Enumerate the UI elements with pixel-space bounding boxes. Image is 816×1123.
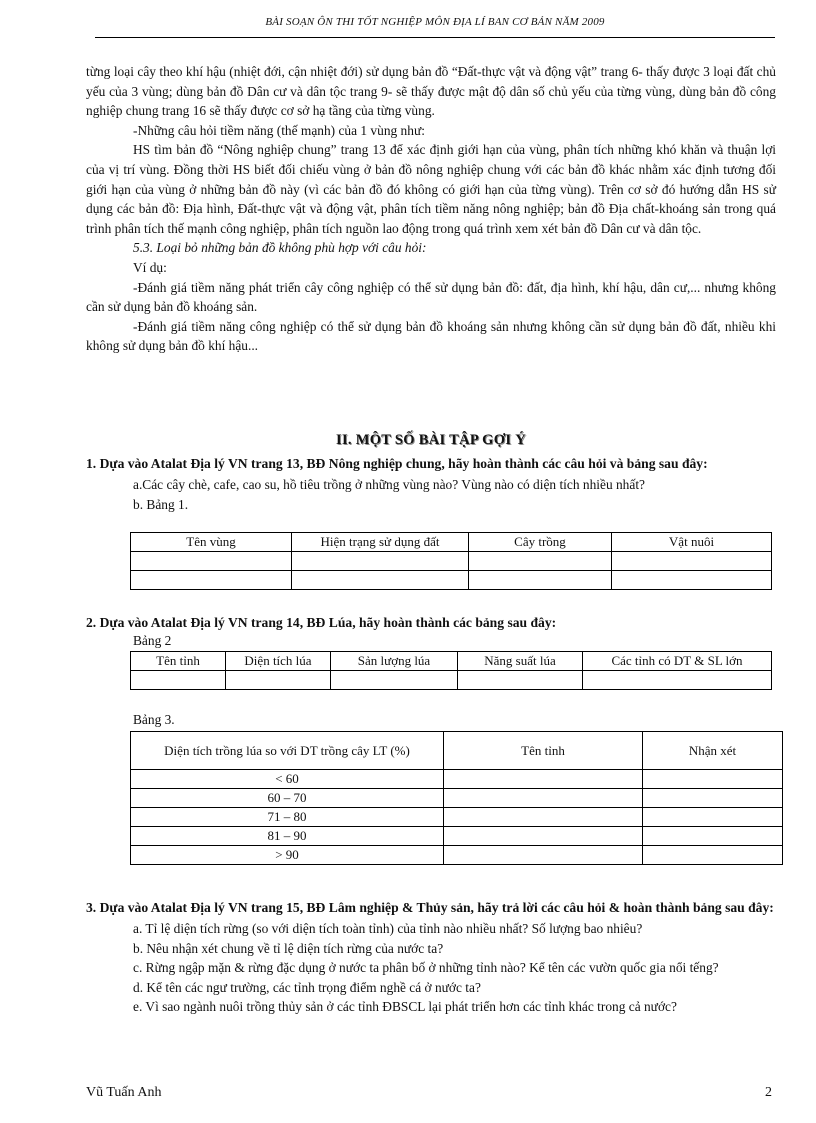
table-1-cell xyxy=(469,571,612,590)
intro-paragraph-2: -Những câu hỏi tiềm năng (thế mạnh) của 1 vùng như: xyxy=(133,122,425,138)
question-1a: a.Các cây chè, cafe, cao su, hồ tiêu trồng ở những vùng nào? Vùng nào có diện tích nhiều nhất? xyxy=(133,477,645,492)
table-2-header: Năng suất lúa xyxy=(458,652,583,671)
question-3b: b. Nêu nhận xét chung về tỉ lệ diện tích rừng của nước ta? xyxy=(133,940,444,956)
table-3-range: < 60 xyxy=(131,770,444,789)
table-1 xyxy=(130,532,772,590)
question-3a: a. Tỉ lệ diện tích rừng (so với diện tích toàn tỉnh) của tỉnh nào nhiều nhất? Số lượng bao nhiêu? xyxy=(133,921,643,936)
table-2 xyxy=(130,651,772,690)
table-1-cell xyxy=(612,571,772,590)
question-3c: c. Rừng ngập mặn & rừng đặc dụng ở nước ta phân bố ở những tỉnh nào? Kể tên các vườn quốc gia nổi tếng? xyxy=(133,960,719,976)
table-2-label: Bảng 2 xyxy=(133,633,172,648)
table-3-cell xyxy=(643,846,783,865)
table-3-range: 81 – 90 xyxy=(131,827,444,846)
section-title: II. MỘT SỐ BÀI TẬP GỢI Ý xyxy=(336,432,526,448)
table-3-cell xyxy=(643,789,783,808)
table-3-cell xyxy=(444,846,643,865)
example-2: -Đánh giá tiềm năng công nghiệp có thể sử dụng bản đồ khoáng sản nhưng không cần sử dụng bản đồ đất, nhiều khi không sử dụng bản đồ khí hậu... xyxy=(86,318,776,354)
header-divider xyxy=(95,37,775,38)
question-3d: d. Kể tên các ngư trường, các tỉnh trọng điểm nghề cá ở nước ta? xyxy=(133,979,481,995)
table-2-cell xyxy=(458,671,583,690)
table-1-header: Hiện trạng sử dụng đất xyxy=(292,533,469,552)
table-3-cell xyxy=(643,770,783,789)
table-3 xyxy=(130,731,783,865)
table-2-cell xyxy=(583,671,772,690)
table-2-cell xyxy=(131,671,226,690)
table-3-header: Nhận xét xyxy=(643,732,783,770)
table-3-header: Tên tỉnh xyxy=(444,732,643,770)
example-label: Ví dụ: xyxy=(133,259,167,275)
page-number: 2 xyxy=(765,1085,772,1100)
table-3-range: 60 – 70 xyxy=(131,789,444,808)
question-2-title: 2. Dựa vào Atalat Địa lý VN trang 14, BĐ Lúa, hãy hoàn thành các bảng sau đây: xyxy=(86,615,557,630)
table-3-cell xyxy=(643,827,783,846)
table-1-cell xyxy=(131,552,292,571)
question-2 xyxy=(86,613,776,632)
table-1-header: Cây trồng xyxy=(469,533,612,552)
question-3 xyxy=(86,898,776,1017)
table-1-header: Vật nuôi xyxy=(612,533,772,552)
table-3-range: 71 – 80 xyxy=(131,808,444,827)
intro-paragraph-3: HS tìm bản đồ “Nông nghiệp chung” trang 13 để xác định giới hạn của vùng, phân tích những khó khăn và thuận lợi của vị trí vùng. Đồng thời HS biết đối chiếu vùng ở bản đồ nông nghiệp chung với các bản đồ khác nhằm xác định tương đối giới hạn của vùng ở những bản đồ này (vì các bản đồ đó không có giới hạn của từng vùng). Trên cơ sở đó hướng dẫn HS sử dụng các bản đồ: Địa hình, Đất-thực vật và động vật, phân tích tiềm năng nông nghiệp; bản đồ Địa chất-khoáng sản trong quá trình phân tích thế mạnh công nghiệp, phân tích nguồn lao động trong quá trình xem xét bản đồ Dân cư và dân tộc. xyxy=(86,142,776,236)
table-2-header: Sản lượng lúa xyxy=(331,652,458,671)
page-header: BÀI SOẠN ÔN THI TỐT NGHIỆP MÔN ĐỊA LÍ BAN CƠ BẢN NĂM 2009 xyxy=(265,16,605,28)
table-1-cell xyxy=(292,571,469,590)
question-3-title: 3. Dựa vào Atalat Địa lý VN trang 15, BĐ Lâm nghiệp & Thủy sản, hãy trả lời các câu hỏi & hoàn thành bảng sau đây: xyxy=(86,900,774,915)
table-2-header: Các tỉnh có DT & SL lớn xyxy=(583,652,772,671)
table-1-cell xyxy=(469,552,612,571)
table-1-cell xyxy=(292,552,469,571)
question-1-title: 1. Dựa vào Atalat Địa lý VN trang 13, BĐ Nông nghiệp chung, hãy hoàn thành các câu hỏi và bảng sau đây: xyxy=(86,456,708,471)
table-1-label: b. Bảng 1. xyxy=(133,496,189,512)
intro-paragraph-1: từng loại cây theo khí hậu (nhiệt đới, cận nhiệt đới) sử dụng bản đồ “Đất-thực vật và động vật” trang 6- thấy được 3 loại đất chủ yếu của 3 vùng; dùng bản đồ Dân cư và dân tộc trang 9- sẽ thấy được mật độ dân số chủ yếu của từng vùng, dùng bản đồ công nghiệp chung trang 16 sẽ thấy được cơ sở hạ tầng của từng vùng. xyxy=(86,64,776,119)
table-1-cell xyxy=(612,552,772,571)
table-3-label: Bảng 3. xyxy=(133,712,175,727)
table-3-cell xyxy=(444,808,643,827)
table-3-cell xyxy=(444,827,643,846)
table-3-range: > 90 xyxy=(131,846,444,865)
question-1 xyxy=(86,454,776,514)
table-3-cell xyxy=(444,789,643,808)
table-3-cell xyxy=(643,808,783,827)
table-2-cell xyxy=(226,671,331,690)
intro-text xyxy=(86,62,776,356)
table-1-cell xyxy=(131,571,292,590)
table-3-header: Diện tích trồng lúa so với DT trồng cây LT (%) xyxy=(131,732,444,770)
table-1-header: Tên vùng xyxy=(131,533,292,552)
example-1: -Đánh giá tiềm năng phát triển cây công nghiệp có thể sử dụng bản đồ: đất, địa hình, khí hậu, dân cư,... nhưng không cần sử dụng bản đồ khoáng sản. xyxy=(86,279,776,315)
table-2-header: Tên tỉnh xyxy=(131,652,226,671)
subsection-heading: 5.3. Loại bỏ những bản đồ không phù hợp với câu hỏi: xyxy=(133,240,427,256)
table-2-header: Diện tích lúa xyxy=(226,652,331,671)
table-2-cell xyxy=(331,671,458,690)
table-3-cell xyxy=(444,770,643,789)
question-3e: e. Vì sao ngành nuôi trồng thủy sản ở các tỉnh ĐBSCL lại phát triển hơn các tỉnh khác trong cả nước? xyxy=(133,999,677,1015)
footer-author: Vũ Tuấn Anh xyxy=(86,1085,162,1100)
